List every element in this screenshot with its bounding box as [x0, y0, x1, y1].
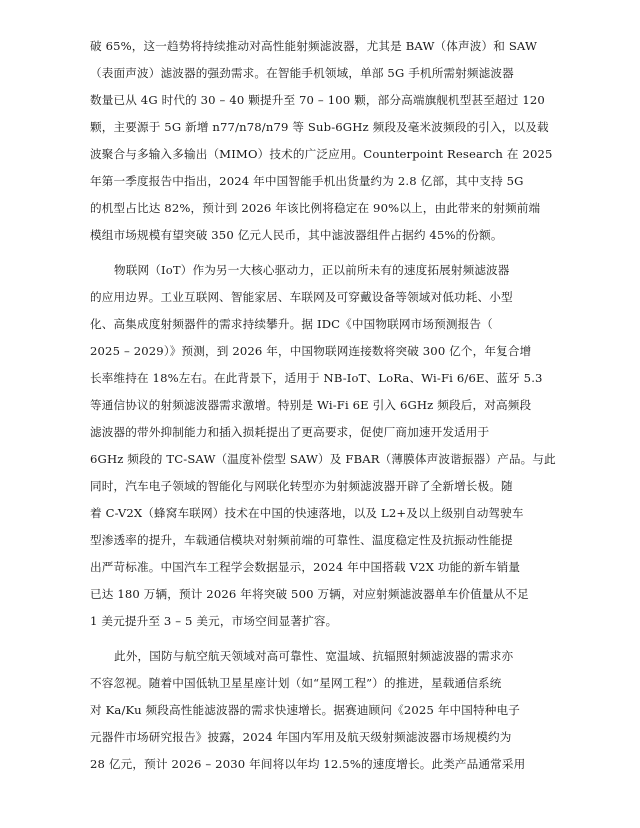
text-line: 同时，汽车电子领域的智能化与网联化转型亦为射频滤波器开辟了全新增长极。随 [90, 479, 513, 493]
text-line: 长率维持在 18%左右。在此背景下，适用于 NB-IoT、LoRa、Wi-Fi 6/6E、蓝牙 5.3 [90, 371, 543, 385]
text-line: 数量已从 4G 时代的 30 – 40 颗提升至 70 – 100 颗，部分高端旗舰机型甚至超过 120 [90, 93, 545, 107]
text-line: 的机型占比达 82%，预计到 2026 年该比例将稳定在 90%以上，由此带来的射频前端 [90, 201, 541, 215]
text-line: 等通信协议的射频滤波器需求激增。特别是 Wi-Fi 6E 引入 6GHz 频段后，对高频段 [90, 398, 532, 412]
text-line: 对 Ka/Ku 频段高性能滤波器的需求快速增长。据赛迪顾问《2025 年中国特种电子 [90, 703, 521, 717]
text-line: 元器件市场研究报告》披露，2024 年国内军用及航天级射频滤波器市场规模约为 [90, 730, 512, 744]
text-line: 化、高集成度射频器件的需求持续攀升。据 IDC《中国物联网市场预测报告（ [90, 317, 493, 331]
text-line: 28 亿元，预计 2026 – 2030 年间将以年均 12.5%的速度增长。此类产品通常采用 [90, 757, 526, 771]
text-line: 滤波器的带外抑制能力和插入损耗提出了更高要求，促使厂商加速开发适用于 [90, 425, 490, 439]
text-line: 模组市场规模有望突破 350 亿元人民币，其中滤波器组件占据约 45%的份额。 [90, 228, 503, 242]
text-line: 颗，主要源于 5G 新增 n77/n78/n79 等 Sub-6GHz 频段及毫米波频段的引入，以及载 [90, 120, 549, 134]
text-line: 着 C-V2X（蜂窝车联网）技术在中国的快速落地，以及 L2+及以上级别自动驾驶车 [90, 506, 524, 520]
text-line: 6GHz 频段的 TC-SAW（温度补偿型 SAW）及 FBAR（薄膜体声波谐振器）产品。与此 [90, 452, 556, 466]
text-line: 出严苛标准。中国汽车工程学会数据显示，2024 年中国搭载 V2X 功能的新车销量 [90, 560, 521, 574]
text-line: 1 美元提升至 3 – 5 美元，市场空间显著扩容。 [90, 614, 338, 628]
text-line: 年第一季度报告中指出，2024 年中国智能手机出货量约为 2.8 亿部，其中支持 5G [90, 174, 524, 188]
text-line: 2025 – 2029）》预测，到 2026 年，中国物联网连接数将突破 300 亿个，年复合增 [90, 344, 532, 358]
text-line: 此外，国防与航空航天领域对高可靠性、宽温域、抗辐照射频滤波器的需求亦 [114, 649, 514, 663]
text-line: 不容忽视。随着中国低轨卫星星座计划（如“星网工程”）的推进，星载通信系统 [90, 676, 502, 690]
text-line: 型渗透率的提升，车载通信模块对射频前端的可靠性、温度稳定性及抗振动性能提 [90, 533, 513, 547]
text-line: 波聚合与多输入多输出（MIMO）技术的广泛应用。Counterpoint Research 在 2025 [90, 147, 553, 161]
text-line: （表面声波）滤波器的强劲需求。在智能手机领域，单部 5G 手机所需射频滤波器 [90, 66, 514, 80]
text-line: 已达 180 万辆，预计 2026 年将突破 500 万辆，对应射频滤波器单车价值量从不足 [90, 587, 529, 601]
text-line: 破 65%，这一趋势将持续推动对高性能射频滤波器，尤其是 BAW（体声波）和 SAW [90, 39, 538, 53]
text-line: 物联网（IoT）作为另一大核心驱动力，正以前所未有的速度拓展射频滤波器 [114, 263, 510, 277]
text-line: 的应用边界。工业互联网、智能家居、车联网及可穿戴设备等领域对低功耗、小型 [90, 290, 513, 304]
